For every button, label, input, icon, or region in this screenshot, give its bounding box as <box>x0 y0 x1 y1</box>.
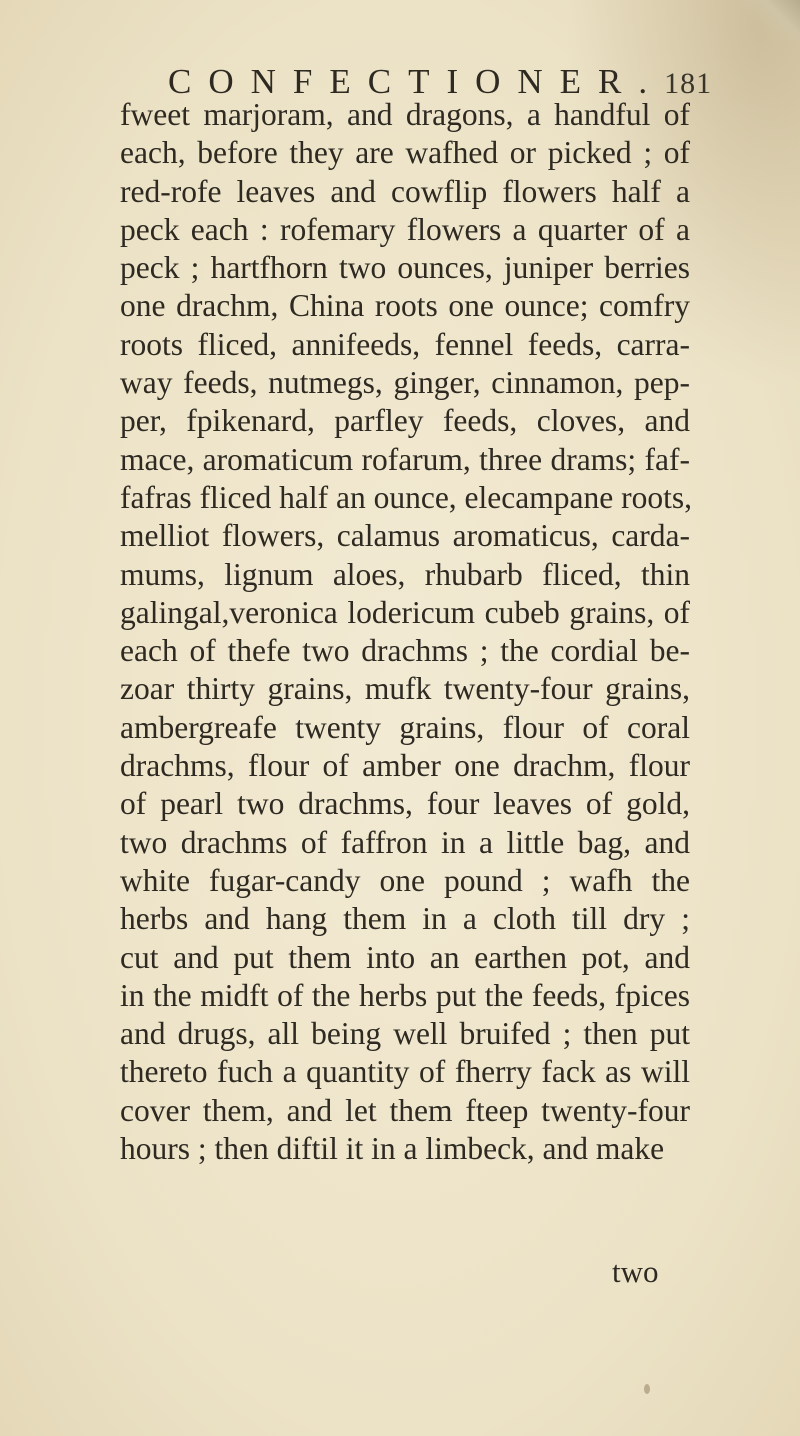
text-line: white fugar-candy one pound ; wafh the <box>120 862 690 898</box>
text-line: hours ; then diftil it in a limbeck, and make <box>120 1131 665 1167</box>
text-line: zoar thirty grains, mufk twenty-four grains, <box>120 671 690 707</box>
text-line: per, fpikenard, parfley feeds, cloves, and <box>120 403 690 439</box>
text-line: each of thefe two drachms ; the cordial be- <box>120 633 690 669</box>
ink-speck <box>644 1384 650 1394</box>
text-line: mace, aromaticum rofarum, three drams; faf- <box>120 441 690 477</box>
text-line: ambergreafe twenty grains, flour of coral <box>120 709 690 745</box>
text-line: peck each : rofemary flowers a quarter of a <box>120 211 690 247</box>
text-line: peck ; hartfhorn two ounces, juniper berries <box>120 250 690 286</box>
text-line: red-rofe leaves and cowflip flowers half a <box>120 173 690 209</box>
text-line: cut and put them into an earthen pot, and <box>120 939 690 975</box>
page-number: 181 <box>664 67 713 100</box>
catchword: two <box>612 1254 659 1289</box>
body-text <box>120 96 690 1168</box>
text-line: cover them, and let them fteep twenty-four <box>120 1092 690 1128</box>
text-line: and drugs, all being well bruifed ; then put <box>120 1016 690 1052</box>
text-line: roots fliced, annifeeds, fennel feeds, carra- <box>120 326 690 362</box>
text-line: in the midft of the herbs put the feeds, fpices <box>120 977 690 1013</box>
text-line: each, before they are wafhed or picked ; of <box>120 135 690 171</box>
text-line: herbs and hang them in a cloth till dry ; <box>120 901 690 937</box>
text-line: galingal,veronica lodericum cubeb grains, of <box>120 594 690 630</box>
text-line: drachms, flour of amber one drachm, flour <box>120 748 690 784</box>
text-line: way feeds, nutmegs, ginger, cinnamon, pep- <box>120 365 690 401</box>
running-title: CONFECTIONER. <box>168 62 665 101</box>
text-line: of pearl two drachms, four leaves of gold, <box>120 786 690 822</box>
page-corner-wear <box>740 0 800 40</box>
text-line: thereto fuch a quantity of fherry fack as will <box>120 1054 690 1090</box>
text-line: fweet marjoram, and dragons, a handful of <box>120 97 690 132</box>
text-line: melliot flowers, calamus aromaticus, carda- <box>120 518 690 554</box>
text-line: fafras fliced half an ounce, elecampane roots, <box>120 479 692 515</box>
text-line: two drachms of faffron in a little bag, and <box>120 824 690 860</box>
text-line: mums, lignum aloes, rhubarb fliced, thin <box>120 556 690 592</box>
text-line: one drachm, China roots one ounce; comfry <box>120 288 690 324</box>
